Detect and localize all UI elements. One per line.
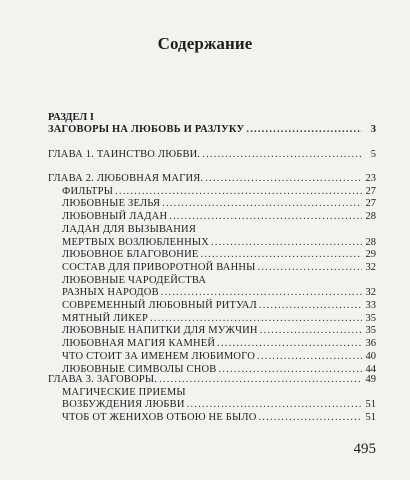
toc-entry-page: 27: [365, 198, 376, 210]
chapter-title: ГЛАВА 3. ЗАГОВОРЫ.: [48, 374, 158, 385]
toc-entry-page: 28: [365, 211, 376, 223]
toc-entry-label: СОСТАВ ДЛЯ ПРИВОРОТНОЙ ВАННЫ: [62, 261, 256, 273]
leader-dots: [259, 300, 362, 313]
toc-entry: [48, 224, 376, 237]
leader-dots: [187, 399, 362, 412]
toc-entry-label: ЧТОБ ОТ ЖЕНИХОВ ОТБОЮ НЕ БЫЛО: [62, 412, 257, 424]
toc-entry-page: 35: [365, 312, 376, 324]
toc-entry-page: 51: [365, 399, 376, 411]
toc-entry: [48, 399, 376, 412]
toc-entry: [48, 198, 376, 211]
toc-entry: [48, 211, 376, 224]
leader-dots: [260, 325, 362, 338]
toc-entry-label: ЛЮБОВНАЯ МАГИЯ КАМНЕЙ: [62, 338, 216, 350]
section-header: [48, 112, 376, 137]
toc-entry-label: РАЗНЫХ НАРОДОВ: [62, 287, 159, 299]
chapter-1-title-row: [48, 149, 376, 162]
section-title: ЗАГОВОРЫ НА ЛЮБОВЬ И РАЗЛУКУ: [48, 124, 245, 135]
toc-entry: [48, 275, 376, 288]
section-heading: РАЗДЕЛ I: [48, 112, 94, 123]
leader-dots: [159, 374, 362, 387]
toc-entry-page: 28: [365, 236, 376, 248]
toc-entry-page: 29: [365, 249, 376, 261]
leader-dots: [169, 211, 362, 224]
toc-entry-label: ЛЮБОВНОЕ БЛАГОВОНИЕ: [62, 249, 199, 261]
leader-dots: [257, 351, 362, 364]
chapter-page: 23: [365, 173, 376, 184]
leader-dots: [246, 124, 362, 137]
toc-entry: [48, 287, 376, 300]
toc-entry-page: 32: [365, 261, 376, 273]
section-page: 3: [370, 124, 376, 135]
chapter-1-block: [48, 149, 376, 162]
leader-dots: [150, 313, 362, 326]
toc-entry: [48, 313, 376, 326]
toc-entry-label: ЛЮБОВНЫЙ ЛАДАН: [62, 211, 168, 223]
chapter-3-block: [48, 374, 376, 425]
leader-dots: [162, 198, 362, 211]
toc-entry-page: 27: [365, 185, 376, 197]
toc-entry: [48, 262, 376, 275]
toc-entry: [48, 186, 376, 199]
chapter-3-title-row: [48, 374, 376, 387]
leader-dots: [202, 149, 362, 162]
toc-entry: [48, 300, 376, 313]
leader-dots: [211, 237, 362, 250]
leader-dots: [205, 173, 362, 186]
toc-entry-label: ЛЮБОВНЫЕ СИМВОЛЫ СНОВ: [62, 363, 217, 375]
toc-entry-label: ЛЮБОВНЫЕ ЗЕЛЬЯ: [62, 198, 161, 210]
toc-entry: [48, 237, 376, 250]
toc-entry-page: 51: [365, 412, 376, 424]
toc-entry-page: 33: [365, 300, 376, 312]
chapter-title: ГЛАВА 1. ТАИНСТВО ЛЮБВИ.: [48, 149, 201, 160]
toc-entry: [48, 249, 376, 262]
leader-dots: [258, 412, 362, 425]
toc-entry: [48, 351, 376, 364]
chapter-2-block: [48, 173, 376, 376]
toc-entry-label: ЛАДАН ДЛЯ ВЫЗЫВАНИЯ: [62, 223, 197, 235]
chapter-title: ГЛАВА 2. ЛЮБОВНАЯ МАГИЯ.: [48, 173, 204, 184]
page-title: Содержание: [157, 34, 253, 53]
toc-entry-label: ЛЮБОВНЫЕ ЧАРОДЕЙСТВА: [62, 274, 207, 286]
toc-entry-label: ФИЛЬТРЫ: [62, 185, 114, 197]
section-title-row: [48, 124, 376, 137]
toc-entry: [48, 412, 376, 425]
toc-entry-label: ВОЗБУЖДЕНИЯ ЛЮБВИ: [62, 399, 185, 411]
toc-entry-page: 40: [365, 350, 376, 362]
leader-dots: [217, 338, 362, 351]
chapter-page: 49: [365, 374, 376, 385]
toc-entry-label: ЛЮБОВНЫЕ НАПИТКИ ДЛЯ МУЖЧИН: [62, 325, 258, 337]
toc-entry-page: 36: [365, 338, 376, 350]
toc-entry-label: МЕРТВЫХ ВОЗЛЮБЛЕННЫХ: [62, 236, 210, 248]
toc-entry-label: МЯТНЫЙ ЛИКЕР: [62, 312, 149, 324]
toc-entry: [48, 325, 376, 338]
leader-dots: [115, 186, 362, 199]
toc-entry-page: 35: [365, 325, 376, 337]
toc-entry-page: 44: [365, 363, 376, 375]
page-number: 495: [353, 441, 376, 457]
toc-entry-label: СОВРЕМЕННЫЙ ЛЮБОВНЫЙ РИТУАЛ: [62, 300, 257, 312]
toc-entry: [48, 338, 376, 351]
leader-dots: [201, 249, 363, 262]
chapter-page: 5: [370, 149, 376, 160]
leader-dots: [258, 262, 362, 275]
toc-entry-label: МАГИЧЕСКИЕ ПРИЕМЫ: [62, 386, 186, 398]
toc-entry-page: 32: [365, 287, 376, 299]
toc-entry-label: ЧТО СТОИТ ЗА ИМЕНЕМ ЛЮБИМОГО: [62, 350, 255, 362]
leader-dots: [161, 287, 362, 300]
chapter-2-title-row: [48, 173, 376, 186]
toc-entry: [48, 387, 376, 400]
